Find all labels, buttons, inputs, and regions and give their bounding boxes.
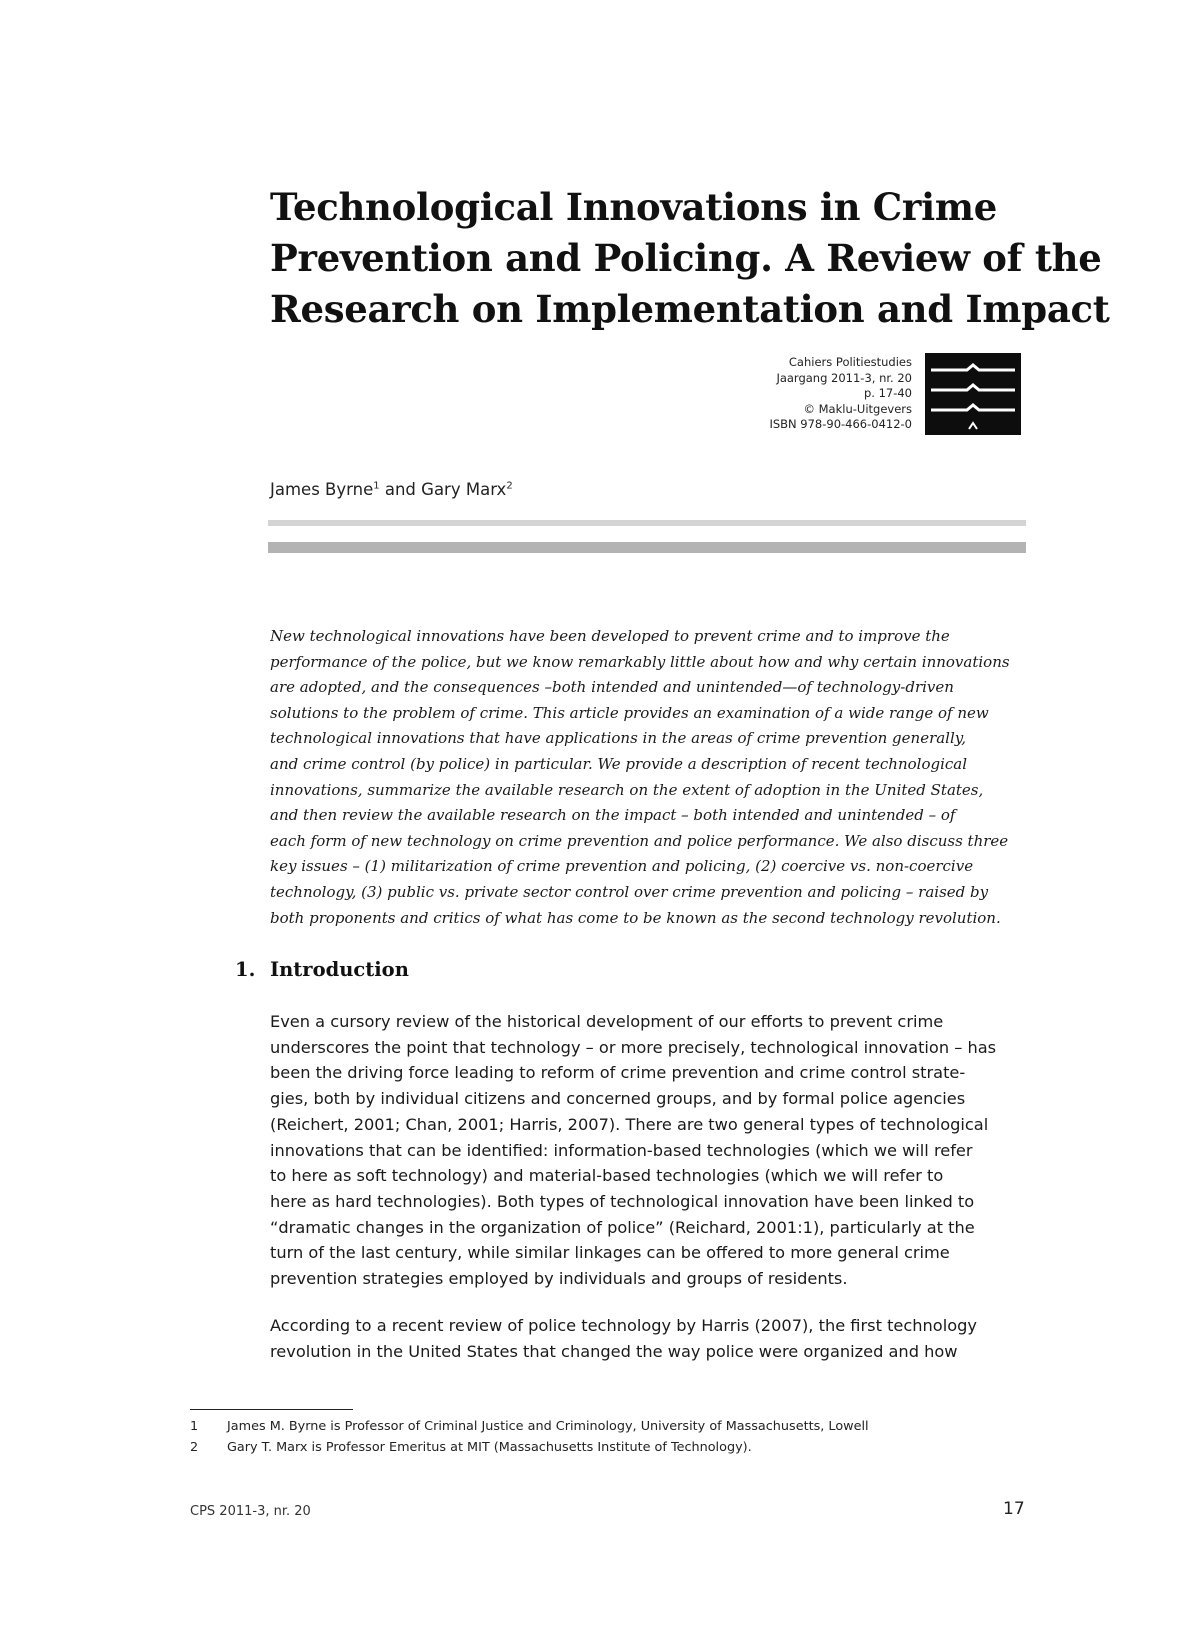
text-line: gies, both by individual citizens and concerned groups, and by formal police agencies xyxy=(270,1089,966,1109)
text-line: prevention strategies employed by individuals and groups of residents. xyxy=(270,1269,848,1289)
publisher-logo-icon xyxy=(925,353,1021,435)
divider xyxy=(268,520,1026,526)
footnote-ref[interactable]: 1 xyxy=(373,480,380,492)
author-line xyxy=(270,480,513,499)
abstract-line: innovations, summarize the available research on the extent of adoption in the United States, xyxy=(270,780,984,799)
title-line: Research on Implementation and Impact xyxy=(270,287,1110,331)
footnote-text: James M. Byrne is Professor of Criminal Justice and Criminology, University of Massachusetts, Lowell xyxy=(227,1419,869,1434)
page-range: p. 17-40 xyxy=(863,386,912,401)
footnote-text: Gary T. Marx is Professor Emeritus at MIT (Massachusetts Institute of Technology). xyxy=(227,1440,752,1455)
isbn: ISBN 978-90-466-0412-0 xyxy=(769,417,912,432)
text-line: According to a recent review of police technology by Harris (2007), the first technology xyxy=(270,1316,977,1335)
text-line: (Reichert, 2001; Chan, 2001; Harris, 2007). There are two general types of technological xyxy=(270,1114,989,1134)
footnote-number: 2 xyxy=(190,1440,199,1455)
abstract-line: are adopted, and the consequences –both intended and unintended—of technology-driven xyxy=(270,678,954,697)
abstract-line: solutions to the problem of crime. This article provides an examination of a wide range of new xyxy=(270,703,989,722)
footnote xyxy=(190,1437,869,1458)
publisher: © Maklu-Uitgevers xyxy=(803,401,912,416)
footnote-ref[interactable]: 2 xyxy=(506,480,513,492)
abstract-line: technological innovations that have applications in the areas of crime prevention generally, xyxy=(270,729,967,748)
page-number: 17 xyxy=(1003,1499,1025,1519)
title-line: Prevention and Policing. A Review of the xyxy=(270,236,1102,280)
abstract-line: both proponents and critics of what has come to be known as the second technology revolution. xyxy=(270,908,1001,927)
paragraph xyxy=(270,1313,1026,1364)
paragraph xyxy=(270,1009,1026,1292)
text-line: been the driving force leading to reform of crime prevention and crime control strate- xyxy=(270,1063,966,1083)
section-number: 1. xyxy=(235,958,256,981)
publication-info xyxy=(769,355,912,433)
abstract-line: key issues – (1) militarization of crime prevention and policing, (2) coercive vs. non-coercive xyxy=(270,857,974,876)
abstract-line: performance of the police, but we know remarkably little about how and why certain innovations xyxy=(270,652,1010,671)
footnotes xyxy=(190,1416,869,1458)
journal-volume: Jaargang 2011-3, nr. 20 xyxy=(776,370,912,385)
abstract-line: New technological innovations have been developed to prevent crime and to improve the xyxy=(270,627,950,645)
text-line: turn of the last century, while similar linkages can be offered to more general crime xyxy=(270,1243,950,1263)
abstract xyxy=(270,624,1026,931)
text-line: “dramatic changes in the organization of police” (Reichard, 2001:1), particularly at the xyxy=(270,1217,975,1237)
title-line: Technological Innovations in Crime xyxy=(270,185,997,229)
journal-name: Cahiers Politiestudies xyxy=(788,355,912,369)
author-connector: and xyxy=(379,480,422,499)
text-line: innovations that can be identified: information-based technologies (which we will refer xyxy=(270,1140,973,1160)
text-line: revolution in the United States that changed the way police were organized and how xyxy=(270,1341,958,1361)
text-line: underscores the point that technology – or more precisely, technological innovation – has xyxy=(270,1037,997,1057)
abstract-line: and crime control (by police) in particular. We provide a description of recent technological xyxy=(270,754,968,773)
text-line: Even a cursory review of the historical development of our efforts to prevent crime xyxy=(270,1012,944,1031)
text-line: here as hard technologies). Both types of technological innovation have been linked to xyxy=(270,1191,975,1211)
abstract-line: and then review the available research on the impact – both intended and unintended – of xyxy=(270,806,956,825)
divider xyxy=(268,542,1026,553)
section-title: Introduction xyxy=(270,958,409,981)
text-line: to here as soft technology) and material-based technologies (which we will refer to xyxy=(270,1166,944,1186)
author-name: Gary Marx xyxy=(421,480,507,499)
footnote-divider xyxy=(190,1409,353,1410)
footnote xyxy=(190,1416,869,1437)
abstract-line: each form of new technology on crime prevention and police performance. We also discuss three xyxy=(270,831,1009,850)
author-name: James Byrne xyxy=(270,480,374,499)
article-title xyxy=(270,182,1110,335)
section-heading xyxy=(235,958,409,981)
running-footer: CPS 2011-3, nr. 20 xyxy=(190,1504,311,1519)
footnote-number: 1 xyxy=(190,1419,199,1434)
abstract-line: technology, (3) public vs. private sector control over crime prevention and policing – raised by xyxy=(270,882,989,901)
